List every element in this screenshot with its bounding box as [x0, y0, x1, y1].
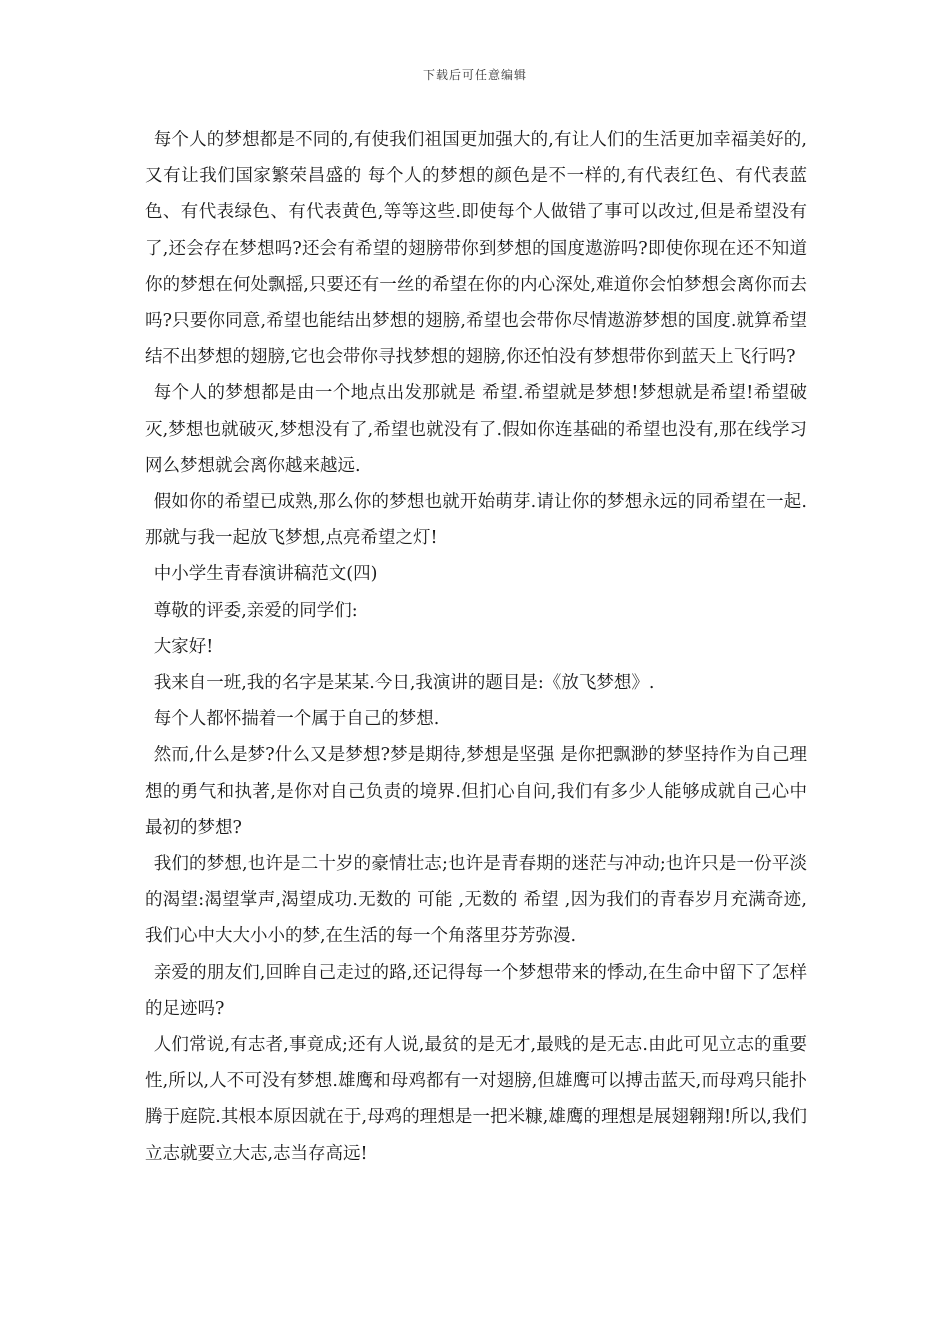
page-header: 下载后可任意编辑	[422, 68, 527, 82]
paragraph: 我们的梦想,也许是二十岁的豪情壮志;也许是青春期的迷茫与冲动;也许只是一份平淡的渴望:渴望掌声,渴望成功.无数的 可能 ,无数的 希望 ,因为我们的青春岁月充满奇迹,我们心中大大小小的梦,在生活的每一个角落里芬芳弥漫.	[145, 854, 807, 947]
section-title: 中小学生青春演讲稿范文(四)	[153, 564, 378, 585]
paragraph: 每个人的梦想都是由一个地点出发那就是 希望.希望就是梦想!梦想就是希望!希望破灭,梦想也就破灭,梦想没有了,希望也就没有了.假如你连基础的希望也没有,那在线学习网么梦想就会离你越来越远.	[145, 383, 807, 476]
paragraph: 亲爱的朋友们,回眸自己走过的路,还记得每一个梦想带来的悸动,在生命中留下了怎样的足迹吗?	[145, 962, 807, 1019]
paragraph: 我来自一班,我的名字是某某.今日,我演讲的题目是:《放飞梦想》.	[153, 673, 655, 694]
salutation: 尊敬的评委,亲爱的同学们:	[153, 600, 358, 621]
paragraph: 然而,什么是梦?什么又是梦想?梦是期待,梦想是坚强 是你把飘渺的梦坚持作为自己理想的勇气和执著,是你对自己负责的境界.但扪心自问,我们有多少人能够成就自己心中最初的梦想?	[145, 745, 807, 838]
document-body	[145, 122, 807, 1172]
greeting: 大家好!	[153, 636, 214, 657]
paragraph: 每个人的梦想都是不同的,有使我们祖国更加强大的,有让人们的生活更加幸福美好的,又有让我们国家繁荣昌盛的 每个人的梦想的颜色是不一样的,有代表红色、有代表蓝色、有代表绿色、有代表黄色,等等这些.即使每个人做错了事可以改过,但是希望没有了,还会存在梦想吗?还会有希望的翅膀带你到梦想的国度遨游吗?即使你现在还不知道你的梦想在何处飘摇,只要还有一丝的希望在你的内心深处,难道你会怕梦想会离你而去吗?只要你同意,希望也能结出梦想的翅膀,希望也会带你尽情遨游梦想的国度.就算希望结不出梦想的翅膀,它也会带你寻找梦想的翅膀,你还怕没有梦想带你到蓝天上飞行吗?	[145, 130, 807, 368]
paragraph: 每个人都怀揣着一个属于自己的梦想.	[153, 709, 440, 730]
paragraph: 人们常说,有志者,事竟成;还有人说,最贫的是无才,最贱的是无志.由此可见立志的重要性,所以,人不可没有梦想.雄鹰和母鸡都有一对翅膀,但雄鹰可以搏击蓝天,而母鸡只能扑腾于庭院.其根本原因就在于,母鸡的理想是一把米糠,雄鹰的理想是展翅翱翔!所以,我们立志就要立大志,志当存高远!	[145, 1035, 807, 1164]
paragraph: 假如你的希望已成熟,那么你的梦想也就开始萌芽.请让你的梦想永远的同希望在一起.那就与我一起放飞梦想,点亮希望之灯!	[145, 492, 807, 549]
